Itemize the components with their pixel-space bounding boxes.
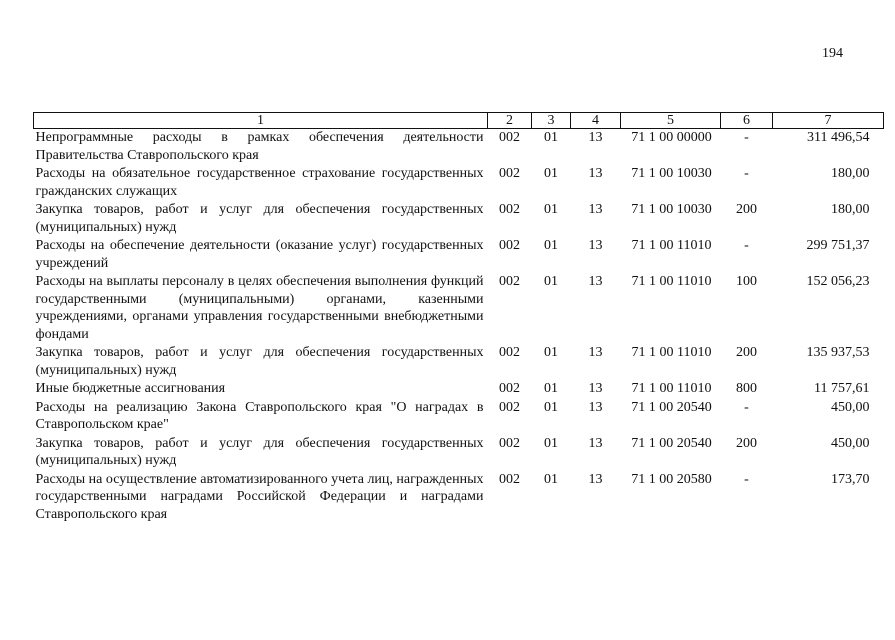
header-col-4: 4 (571, 113, 621, 129)
section-code: 01 (544, 435, 558, 451)
amount: 11 757,61 (814, 381, 870, 396)
section-code: 01 (544, 130, 558, 145)
ministry-code: 002 (499, 166, 520, 181)
page-number: 194 (822, 46, 843, 61)
expense-name: Закупка товаров, работ и услуг для обеспечения государственных (муниципальных) нужд (35, 345, 484, 378)
section-code: 01 (544, 399, 558, 415)
ministry-code: 002 (499, 381, 520, 396)
table-row (34, 237, 884, 273)
expense-name: Закупка товаров, работ и услуг для обеспечения государственных (муниципальных) нужд (35, 202, 484, 235)
target-article-code: 71 1 00 20580 (631, 471, 712, 487)
subsection-code: 13 (588, 381, 603, 396)
table-row (34, 435, 884, 471)
header-col-6: 6 (721, 113, 773, 129)
ministry-code: 002 (499, 238, 520, 253)
subsection-code: 13 (588, 345, 603, 360)
expense-name: Расходы на обязательное государственное страхование государственных гражданских служащих (35, 166, 484, 199)
subsection-code: 13 (588, 238, 603, 253)
section-code: 01 (544, 471, 558, 487)
expense-name: Расходы на выплаты персоналу в целях обеспечения выполнения функций государственными (муниципальными) органами, казенными учреждениями, органами управления государственными внебюджетными фондами (35, 274, 484, 342)
expense-type-code: 200 (736, 202, 757, 217)
ministry-code: 002 (499, 274, 520, 289)
expense-name: Закупка товаров, работ и услуг для обеспечения государственных (муниципальных) нужд (35, 435, 484, 468)
ministry-code: 002 (499, 345, 520, 360)
amount: 450,00 (831, 399, 870, 415)
header-col-3: 3 (532, 113, 571, 129)
amount: 180,00 (831, 202, 870, 217)
table-row (34, 273, 884, 344)
subsection-code: 13 (588, 202, 603, 217)
expense-type-code: - (744, 238, 749, 253)
expense-type-code: - (744, 399, 749, 415)
table-row (34, 165, 884, 201)
subsection-code: 13 (588, 399, 603, 415)
amount: 311 496,54 (807, 130, 870, 145)
expense-name: Расходы на реализацию Закона Ставропольского края "О наградах в Ставропольском крае" (35, 399, 484, 432)
section-code: 01 (544, 381, 558, 396)
table-row (34, 201, 884, 237)
section-code: 01 (544, 345, 558, 360)
expense-name: Непрограммные расходы в рамках обеспечения деятельности Правительства Ставропольского края (35, 130, 484, 163)
expense-type-code: - (744, 166, 749, 181)
target-article-code: 71 1 00 10030 (631, 202, 712, 217)
table-row (34, 344, 884, 380)
subsection-code: 13 (588, 166, 603, 181)
table-row (34, 380, 884, 399)
table-row (34, 471, 884, 525)
ministry-code: 002 (499, 202, 520, 217)
target-article-code: 71 1 00 20540 (631, 435, 712, 451)
expense-type-code: 200 (736, 345, 757, 360)
amount: 135 937,53 (806, 345, 870, 360)
budget-table (33, 112, 884, 524)
amount: 299 751,37 (806, 238, 870, 253)
target-article-code: 71 1 00 00000 (631, 130, 712, 145)
target-article-code: 71 1 00 10030 (631, 166, 712, 181)
section-code: 01 (544, 238, 558, 253)
section-code: 01 (544, 274, 558, 289)
expense-type-code: - (744, 471, 749, 487)
ministry-code: 002 (499, 399, 520, 415)
expense-name: Расходы на обеспечение деятельности (оказание услуг) государственных учреждений (35, 238, 484, 271)
ministry-code: 002 (499, 130, 520, 145)
target-article-code: 71 1 00 20540 (631, 399, 712, 415)
expense-type-code: 800 (736, 381, 757, 396)
target-article-code: 71 1 00 11010 (631, 274, 712, 289)
amount: 450,00 (831, 435, 870, 451)
table-row (34, 399, 884, 435)
subsection-code: 13 (588, 471, 603, 487)
subsection-code: 13 (588, 274, 603, 289)
section-code: 01 (544, 202, 558, 217)
subsection-code: 13 (588, 130, 603, 145)
ministry-code: 002 (499, 435, 520, 451)
table-row (34, 129, 884, 166)
header-col-2: 2 (488, 113, 532, 129)
header-col-5: 5 (621, 113, 721, 129)
section-code: 01 (544, 166, 558, 181)
target-article-code: 71 1 00 11010 (631, 345, 712, 360)
header-col-1: 1 (34, 113, 488, 129)
target-article-code: 71 1 00 11010 (631, 238, 712, 253)
ministry-code: 002 (499, 471, 520, 487)
amount: 152 056,23 (806, 274, 870, 289)
expense-type-code: - (744, 130, 749, 145)
target-article-code: 71 1 00 11010 (631, 381, 712, 396)
header-col-7: 7 (773, 113, 884, 129)
header-row (34, 113, 884, 129)
expense-name: Иные бюджетные ассигнования (35, 381, 226, 396)
amount: 180,00 (831, 166, 870, 181)
subsection-code: 13 (588, 435, 603, 451)
expense-name: Расходы на осуществление автоматизированного учета лиц, награжденных государственными наградами Российской Федерации и наградами Ставропольского края (35, 471, 484, 522)
expense-type-code: 100 (736, 274, 757, 289)
amount: 173,70 (831, 471, 870, 487)
expense-type-code: 200 (736, 435, 757, 451)
